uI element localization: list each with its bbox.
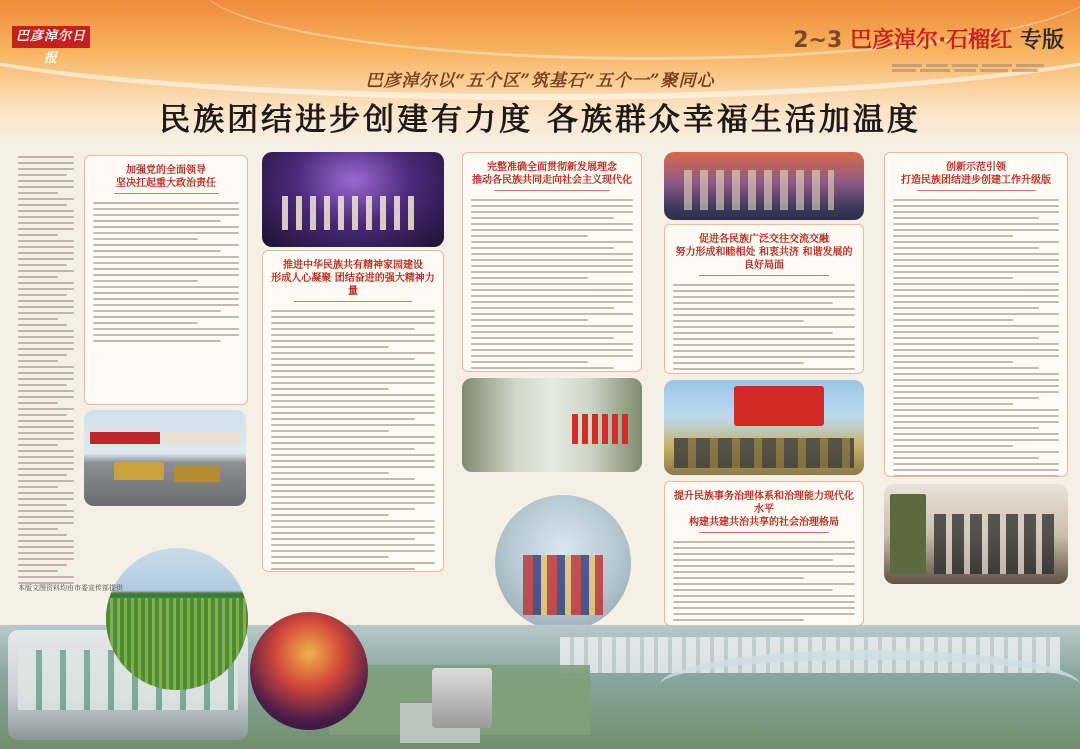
text-line <box>271 520 435 522</box>
article-card <box>462 152 642 372</box>
text-line <box>271 394 435 396</box>
photo-meeting-visit <box>884 484 1068 584</box>
text-line <box>893 265 1059 267</box>
text-line <box>93 238 198 240</box>
text-line <box>18 222 74 224</box>
section-heading-text: 提升民族事务治理体系和治理能力现代化水平 构建共建共治共享的社会治理格局 <box>674 491 854 528</box>
text-line <box>471 277 588 279</box>
text-line <box>18 438 74 440</box>
text-line <box>271 532 435 534</box>
text-line <box>18 246 74 248</box>
photo-credit-note: 本版文图资料均由市委宣传部提供 <box>18 584 123 592</box>
text-line <box>18 264 67 266</box>
text-line <box>673 589 833 591</box>
text-line <box>893 445 1013 447</box>
photo-city-night <box>664 152 864 220</box>
text-line <box>93 226 239 228</box>
text-line <box>893 403 1013 405</box>
text-line <box>271 442 435 444</box>
text-line <box>18 450 74 452</box>
text-line <box>673 619 804 621</box>
section-heading-text: 加强党的全面领导 坚决扛起重大政治责任 <box>116 165 216 189</box>
section-heading-text: 创新示范引领 打造民族团结进步创建工作升级版 <box>901 162 1051 186</box>
section-heading <box>463 153 641 195</box>
text-line <box>893 451 1059 453</box>
text-line <box>471 259 633 261</box>
text-line <box>18 330 74 332</box>
text-line <box>93 340 221 342</box>
text-line <box>271 448 415 450</box>
text-line <box>271 388 389 390</box>
text-line <box>93 256 239 258</box>
text-line <box>471 247 614 249</box>
text-line <box>271 376 435 378</box>
text-line <box>673 314 855 316</box>
text-line <box>93 208 239 210</box>
text-line <box>271 460 435 462</box>
text-line <box>471 307 614 309</box>
text-line <box>18 384 67 386</box>
text-line <box>673 607 855 609</box>
text-line <box>93 202 239 204</box>
section-heading <box>85 156 247 198</box>
text-line <box>93 334 239 336</box>
text-line <box>18 354 67 356</box>
page-title: 民族团结进步创建有力度 各族群众幸福生活加温度 <box>159 102 921 138</box>
text-line <box>471 355 633 357</box>
article-card <box>664 481 864 626</box>
text-line <box>18 414 67 416</box>
text-line <box>673 362 804 364</box>
text-line <box>271 400 435 402</box>
article-card <box>884 152 1068 477</box>
section-heading <box>885 153 1067 195</box>
text-line <box>893 331 1059 333</box>
text-line <box>893 283 1059 285</box>
text-line <box>93 280 198 282</box>
text-line <box>271 526 435 528</box>
text-line <box>18 192 58 194</box>
text-line <box>893 319 1013 321</box>
text-line <box>18 168 74 170</box>
text-line <box>471 337 614 339</box>
text-line <box>18 276 58 278</box>
text-line <box>18 432 74 434</box>
text-line <box>271 430 389 432</box>
text-line <box>18 282 74 284</box>
page-subtitle: 巴彦淖尔以“五个区”筑基石“五个一”聚同心 <box>365 71 715 91</box>
text-line <box>18 240 74 242</box>
text-line <box>673 284 855 286</box>
text-line <box>471 367 614 369</box>
text-line <box>673 559 833 561</box>
text-line <box>271 502 435 504</box>
section-heading-text: 推进中华民族共有精神家园建设 形成人心凝聚 团结奋进的强大精神力量 <box>271 260 435 297</box>
text-line <box>893 349 1059 351</box>
text-line <box>271 346 389 348</box>
text-line <box>18 408 74 410</box>
text-line <box>18 462 74 464</box>
text-line <box>18 258 74 260</box>
text-line <box>18 378 74 380</box>
text-line <box>18 468 74 470</box>
text-line <box>471 349 633 351</box>
text-line <box>673 547 855 549</box>
text-line <box>893 457 1039 459</box>
text-line <box>471 283 633 285</box>
text-line <box>271 406 435 408</box>
text-line <box>893 463 1059 465</box>
text-line <box>271 340 435 342</box>
text-line <box>893 229 1059 231</box>
text-line <box>673 583 855 585</box>
section-heading <box>263 251 443 306</box>
text-line <box>271 316 435 318</box>
text-line <box>18 486 58 488</box>
text-line <box>271 478 415 480</box>
text-line <box>673 356 855 358</box>
text-line <box>93 250 221 252</box>
text-line <box>471 235 588 237</box>
text-line <box>893 355 1059 357</box>
article-text <box>665 280 863 374</box>
text-line <box>893 199 1059 201</box>
text-line <box>471 331 633 333</box>
photo-corn-field <box>106 548 248 690</box>
text-line <box>271 322 435 324</box>
text-line <box>18 504 67 506</box>
text-line <box>673 565 855 567</box>
text-line <box>18 312 74 314</box>
text-line <box>893 277 1013 279</box>
text-line <box>18 252 74 254</box>
text-line <box>471 271 633 273</box>
photo-children-group <box>495 495 631 631</box>
text-line <box>18 534 67 536</box>
text-line <box>893 373 1059 375</box>
text-line <box>18 372 74 374</box>
text-line <box>271 562 435 564</box>
text-line <box>271 352 435 354</box>
text-line <box>673 613 855 615</box>
text-line <box>893 223 1059 225</box>
text-line <box>18 420 74 422</box>
text-line <box>271 550 435 552</box>
text-line <box>18 492 74 494</box>
text-line <box>93 304 239 306</box>
text-line <box>673 302 833 304</box>
photo-stage-lights <box>250 612 368 730</box>
text-line <box>893 427 1039 429</box>
article-text <box>85 198 247 350</box>
text-line <box>18 324 67 326</box>
text-line <box>271 556 389 558</box>
article-card <box>262 250 444 572</box>
text-line <box>893 421 1059 423</box>
text-line <box>93 310 221 312</box>
text-line <box>18 162 74 164</box>
photo-party-flag-team <box>664 380 864 475</box>
text-line <box>18 210 74 212</box>
text-line <box>18 576 74 578</box>
text-line <box>893 217 1039 219</box>
text-line <box>471 205 633 207</box>
text-line <box>893 295 1059 297</box>
text-line <box>893 415 1059 417</box>
text-line <box>18 396 74 398</box>
text-line <box>18 480 74 482</box>
text-line <box>471 295 633 297</box>
text-line <box>18 294 67 296</box>
text-line <box>471 319 588 321</box>
text-line <box>18 444 58 446</box>
text-line <box>271 514 389 516</box>
text-line <box>93 244 239 246</box>
photo-stage-performance <box>262 152 444 247</box>
text-line <box>471 343 633 345</box>
text-line <box>893 361 1013 363</box>
article-text <box>463 195 641 372</box>
text-line <box>18 552 74 554</box>
text-line <box>673 571 855 573</box>
text-line <box>18 510 74 512</box>
text-line <box>893 343 1059 345</box>
text-line <box>673 601 855 603</box>
text-line <box>18 522 74 524</box>
text-line <box>93 316 239 318</box>
text-line <box>471 265 633 267</box>
text-line <box>18 186 74 188</box>
text-line <box>893 469 1059 471</box>
text-line <box>18 198 74 200</box>
text-line <box>271 364 435 366</box>
text-line <box>673 338 855 340</box>
text-line <box>471 199 633 201</box>
text-line <box>271 508 415 510</box>
text-line <box>893 205 1059 207</box>
text-line <box>271 382 435 384</box>
text-line <box>18 558 74 560</box>
text-line <box>93 286 239 288</box>
text-line <box>271 490 435 492</box>
text-line <box>18 516 74 518</box>
text-line <box>271 466 435 468</box>
text-line <box>893 385 1059 387</box>
text-line <box>673 332 833 334</box>
photo-tree-lined-road <box>462 378 642 472</box>
text-line <box>673 541 855 543</box>
text-line <box>893 253 1059 255</box>
text-line <box>893 301 1059 303</box>
text-line <box>893 259 1059 261</box>
text-line <box>18 180 74 182</box>
text-line <box>18 300 74 302</box>
intro-text <box>10 152 82 592</box>
river-decoration <box>660 650 1080 720</box>
text-line <box>673 326 855 328</box>
text-line <box>893 439 1059 441</box>
section-heading <box>665 225 863 280</box>
text-line <box>18 564 67 566</box>
text-line <box>18 528 58 530</box>
text-line <box>271 496 435 498</box>
text-line <box>18 270 74 272</box>
text-line <box>18 336 74 338</box>
text-line <box>18 366 74 368</box>
text-line <box>18 156 74 158</box>
text-line <box>471 289 633 291</box>
text-line <box>893 241 1059 243</box>
newspaper-masthead: 巴彦淖尔日报 <box>12 26 90 48</box>
text-line <box>893 313 1059 315</box>
text-line <box>271 544 435 546</box>
text-line <box>93 220 221 222</box>
text-line <box>471 211 633 213</box>
article-text <box>665 537 863 626</box>
text-line <box>471 229 633 231</box>
text-line <box>93 214 239 216</box>
text-line <box>673 350 855 352</box>
text-line <box>18 546 74 548</box>
section-heading-text: 完整准确全面贯彻新发展理念 推动各民族共同走向社会主义现代化 <box>472 162 632 186</box>
text-line <box>471 313 633 315</box>
text-line <box>271 418 415 420</box>
text-line <box>893 391 1059 393</box>
text-line <box>471 325 633 327</box>
text-line <box>673 577 804 579</box>
edition-pages: 2~3 <box>793 28 843 53</box>
text-line <box>93 328 239 330</box>
text-line <box>271 334 435 336</box>
text-line <box>471 253 633 255</box>
text-line <box>893 307 1039 309</box>
text-line <box>271 484 435 486</box>
text-line <box>271 538 415 540</box>
text-line <box>271 328 415 330</box>
text-line <box>893 409 1059 411</box>
text-line <box>893 271 1059 273</box>
text-line <box>271 358 415 360</box>
text-line <box>893 247 1039 249</box>
text-line <box>93 262 239 264</box>
text-line <box>18 570 58 572</box>
text-line <box>18 318 58 320</box>
photo-toll-station <box>84 410 246 506</box>
text-line <box>18 234 58 236</box>
text-line <box>271 436 435 438</box>
text-line <box>18 402 58 404</box>
text-line <box>18 474 67 476</box>
text-line <box>471 217 614 219</box>
text-line <box>18 342 74 344</box>
text-line <box>18 498 74 500</box>
text-line <box>893 379 1059 381</box>
text-line <box>271 412 435 414</box>
text-line <box>93 232 239 234</box>
text-line <box>893 325 1059 327</box>
text-line <box>93 322 198 324</box>
text-line <box>18 360 58 362</box>
text-line <box>18 204 67 206</box>
text-line <box>93 298 239 300</box>
text-line <box>18 288 74 290</box>
text-line <box>18 390 74 392</box>
text-line <box>673 368 855 370</box>
text-line <box>18 174 67 176</box>
edition-label <box>793 24 1064 58</box>
article-card <box>664 224 864 374</box>
article-text <box>885 195 1067 477</box>
text-line <box>18 540 74 542</box>
text-line <box>471 223 633 225</box>
text-line <box>18 456 74 458</box>
text-line <box>893 289 1059 291</box>
text-line <box>673 595 855 597</box>
edition-special: 专版 <box>1019 28 1064 53</box>
text-line <box>18 348 74 350</box>
text-line <box>18 228 74 230</box>
text-line <box>893 235 1013 237</box>
header-banner <box>0 0 1080 145</box>
edition-region: 巴彦淖尔·石榴红 <box>849 28 1013 53</box>
text-line <box>673 290 855 292</box>
text-line <box>673 320 804 322</box>
text-line <box>893 475 1059 477</box>
text-line <box>271 568 415 570</box>
text-line <box>893 433 1059 435</box>
text-line <box>673 296 855 298</box>
section-heading <box>665 482 863 537</box>
text-line <box>471 361 588 363</box>
text-line <box>271 310 435 312</box>
text-line <box>271 454 435 456</box>
text-line <box>271 472 389 474</box>
text-line <box>271 370 435 372</box>
text-line <box>893 337 1039 339</box>
text-line <box>893 211 1059 213</box>
text-line <box>18 306 74 308</box>
intro-column <box>10 152 82 602</box>
text-line <box>93 292 239 294</box>
text-line <box>471 301 633 303</box>
section-heading-text: 促进各民族广泛交往交流交融 努力形成和睦相处 和衷共济 和谐发展的良好局面 <box>675 234 853 271</box>
text-line <box>893 367 1039 369</box>
text-line <box>18 216 74 218</box>
text-line <box>93 274 239 276</box>
text-line <box>471 241 633 243</box>
text-line <box>673 553 855 555</box>
text-line <box>18 426 74 428</box>
article-text <box>263 306 443 572</box>
text-line <box>271 424 435 426</box>
article-card <box>84 155 248 405</box>
text-line <box>673 344 855 346</box>
photo-monument <box>432 668 492 728</box>
text-line <box>893 397 1039 399</box>
text-line <box>673 308 855 310</box>
text-line <box>93 268 239 270</box>
